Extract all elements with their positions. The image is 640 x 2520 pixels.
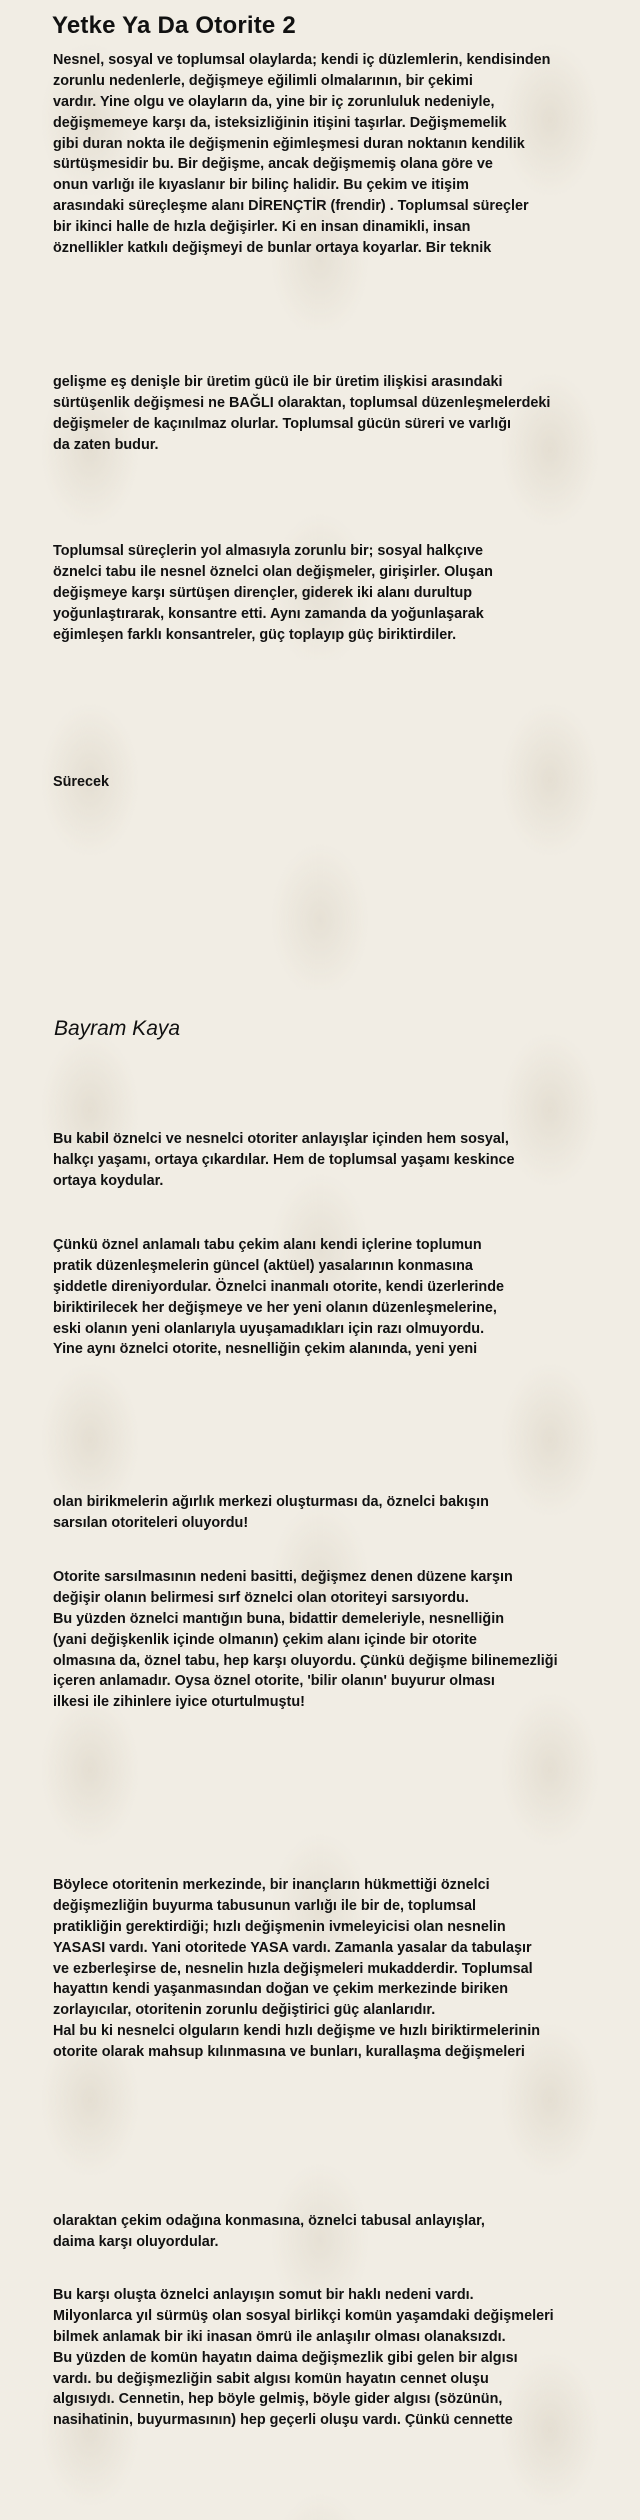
paragraph [53, 1875, 638, 2063]
text-line: Milyonlarca yıl sürmüş olan sosyal birlikçi komün yaşamdaki değişmeleri [53, 2307, 554, 2324]
text-line: (yani değişkenlik içinde olmanın) çekim alanı içinde bir otorite [53, 1631, 477, 1648]
text-line: değişmezliğin buyurma tabusunun varlığı ile bir de, toplumsal [53, 1897, 476, 1914]
paragraph [53, 1235, 638, 1360]
text-line: pratikliğin gerektirdiği; hızlı değişmenin ivmeleyicisi olan nesnelin [53, 1918, 506, 1935]
paragraph [53, 50, 638, 259]
text-line: şiddetle direniyordular. Öznelci inanmalı otorite, kendi üzerlerinde [53, 1278, 505, 1295]
text-line: eski olanın yeni olanlarıyla uyuşamadıkları için razı olmuyordu. [53, 1320, 485, 1337]
text-line: YASASI vardı. Yani otoritede YASA vardı. Zamanla yasalar da tabulaşır [53, 1939, 532, 1956]
text-line: bilmek anlamak bir iki inasan ömrü ile anlaşılır olması olanaksızdı. [53, 2328, 506, 2345]
text-line: vardı. bu değişmezliğin sabit algısı komün hayatın cennet oluşu [53, 2370, 489, 2387]
text-line: yoğunlaştırarak, konsantre etti. Aynı zamanda da yoğunlaşarak [53, 605, 484, 622]
paragraph [53, 1492, 638, 1534]
text-line: olaraktan çekim odağına konmasına, öznelci tabusal anlayışlar, [53, 2213, 485, 2229]
text-line: otorite olarak mahsup kılınmasına ve bunları, kurallaşma değişmeleri [53, 2044, 525, 2061]
text-line: sürtüşmesidir bu. Bir değişme, ancak değişmemiş olana göre ve [53, 156, 493, 173]
text-line: Nesnel, sosyal ve toplumsal olaylarda; kendi iç düzlemlerin, kendisinden [53, 52, 551, 68]
text-line: da zaten budur. [53, 436, 159, 453]
text-line: ilkesi ile zihinlere iyice oturtulmuştu! [53, 1694, 305, 1711]
paragraph [53, 2211, 638, 2253]
text-line: halkçı yaşamı, ortaya çıkardılar. Hem de toplumsal yaşamı keskince [53, 1151, 515, 1168]
paragraph [53, 1129, 638, 1192]
text-line: ve ezberleşirse de, nesnelin hızla değişmeleri mukadderdir. Toplumsal [53, 1960, 533, 1977]
text-line: sürtüşenlik değişmesi ne BAĞLI olaraktan, toplumsal düzenleşmelerdeki [53, 394, 551, 411]
paragraph [53, 2285, 638, 2431]
text-line: gelişme eş denişle bir üretim gücü ile bir üretim ilişkisi arasındaki [53, 374, 503, 390]
author-name: Bayram Kaya [54, 1017, 181, 1040]
text-line: bir ikinci halle de hızla değişirler. Ki en insan dinamikli, insan [53, 219, 471, 236]
text-line: Sürecek [53, 774, 110, 790]
text-line: değişmemeye karşı da, isteksizliğinin itişini taşırlar. Değişmemelik [53, 114, 507, 131]
paragraph [53, 772, 638, 793]
text-line: Toplumsal süreçlerin yol almasıyla zorunlu bir; sosyal halkçıve [53, 543, 484, 559]
text-line: zorunlu nedenlerle, değişmeye eğilimli olmalarının, bir çekimi [53, 72, 473, 89]
text-line: Bu kabil öznelci ve nesnelci otoriter anlayışlar içinden hem sosyal, [53, 1131, 509, 1147]
text-line: vardır. Yine olgu ve olayların da, yine bir iç zorunluluk nedeniyle, [53, 93, 495, 110]
text-line: içeren anlamadır. Oysa öznel otorite, 'bilir olanın' buyurur olması [53, 1673, 495, 1690]
text-line: değişmeler de kaçınılmaz olurlar. Toplumsal gücün süreri ve varlığı [53, 415, 511, 432]
text-line: biriktirilecek her değişmeye ve her yeni olanın düzenleşmelerine, [53, 1299, 497, 1316]
text-line: öznellikler katkılı değişmeyi de bunlar ortaya koyarlar. Bir teknik [53, 240, 492, 257]
text-line: zorlayıcılar, otoritenin zorunlu değiştirici güç alanlarıdır. [53, 2002, 436, 2019]
text-line: Böylece otoritenin merkezinde, bir inançların hükmettiği öznelci [53, 1877, 490, 1893]
text-line: gibi duran nokta ile değişmenin eğimleşmesi duran noktanın kendilik [53, 135, 525, 152]
text-line: değişir olanın belirmesi sırf öznelci olan otoriteyi sarsıyordu. [53, 1589, 469, 1606]
text-line: Bu karşı oluşta öznelci anlayışın somut bir haklı nedeni vardı. [53, 2287, 474, 2303]
text-line: değişmeye karşı sürtüşen dirençler, giderek iki alanı durultup [53, 584, 473, 601]
text-line: öznelci tabu ile nesnel öznelci olan değişmeler, girişirler. Oluşan [53, 563, 493, 580]
text-line: Hal bu ki nesnelci olguların kendi hızlı değişme ve hızlı biriktirmelerinin [53, 2023, 541, 2040]
text-line: daima karşı oluyordular. [53, 2233, 219, 2250]
text-line: nasihatinin, buyurmasının) hep geçerli oluşu vardı. Çünkü cennette [53, 2412, 513, 2429]
paragraph [53, 372, 638, 456]
text-line: olan birikmelerin ağırlık merkezi oluşturması da, öznelci bakışın [53, 1494, 489, 1510]
text-line: Otorite sarsılmasının nedeni basitti, değişmez denen düzene karşın [53, 1569, 513, 1585]
paragraph [53, 1567, 638, 1713]
text-line: pratik düzenleşmelerin güncel (aktüel) yasalarının konmasına [53, 1257, 473, 1274]
text-line: arasındaki süreçleşme alanı DİRENÇTİR (frendir) . Toplumsal süreçler [53, 198, 529, 215]
text-line: ortaya koydular. [53, 1172, 164, 1189]
text-line: algısıydı. Cennetin, hep böyle gelmiş, böyle gider algısı (sözünün, [53, 2391, 503, 2408]
paragraph [53, 541, 638, 645]
text-line: Yine aynı öznelci otorite, nesnelliğin çekim alanında, yeni yeni [53, 1341, 478, 1358]
page-title: Yetke Ya Da Otorite 2 [52, 12, 296, 39]
text-line: olmasına da, öznel tabu, hep karşı oluyordu. Çünkü değişme bilinemezliği [53, 1652, 558, 1669]
text-line: Bu yüzden de komün hayatın daima değişmezlik gibi gelen bir algısı [53, 2349, 518, 2366]
text-line: onun varlığı ile kıyaslanır bir bilinç halidir. Bu çekim ve itişim [53, 177, 469, 194]
text-line: hayattın kendi yaşanmasından doğan ve çekim merkezinde biriken [53, 1981, 509, 1998]
text-line: eğimleşen farklı konsantreler, güç toplayıp güç biriktirdiler. [53, 626, 457, 643]
text-line: sarsılan otoriteleri oluyordu! [53, 1514, 249, 1531]
text-line: Çünkü öznel anlamalı tabu çekim alanı kendi içlerine toplumun [53, 1237, 482, 1253]
text-line: Bu yüzden öznelci mantığın buna, bidattir demeleriyle, nesnelliğin [53, 1610, 504, 1627]
